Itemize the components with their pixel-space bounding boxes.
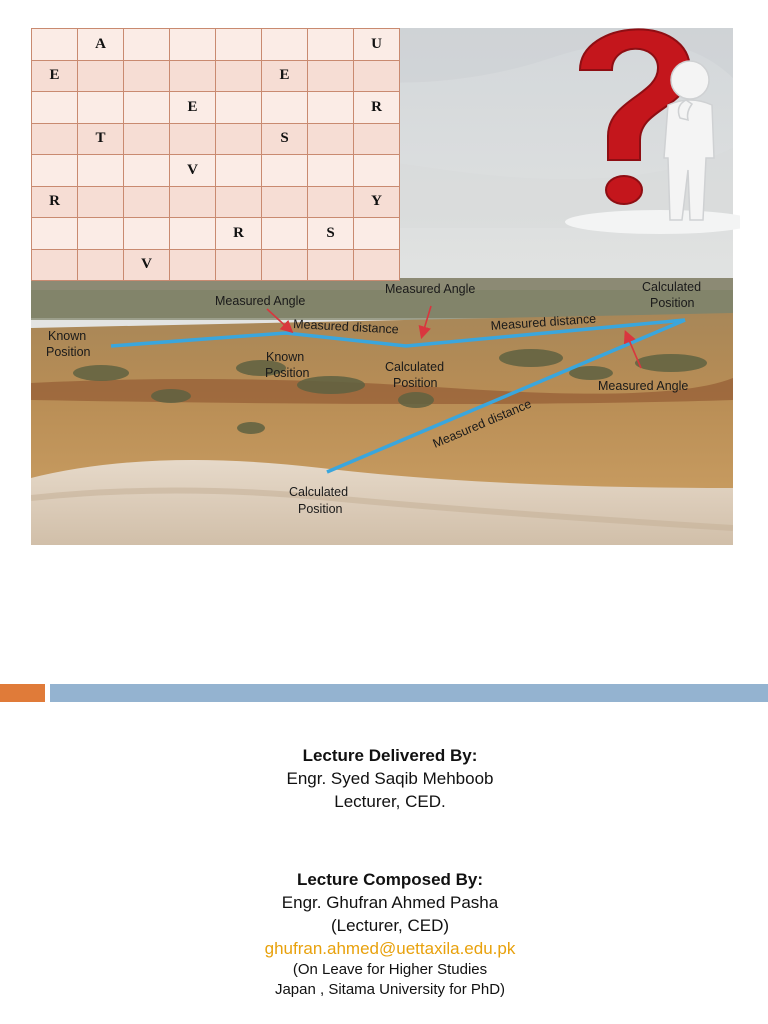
grid-cell [262, 92, 308, 124]
grid-row [32, 92, 400, 124]
angle-arrow-1 [267, 309, 291, 331]
email-link[interactable]: ghufran.ahmed@uettaxila.edu.pk [264, 939, 516, 958]
grid-row [32, 29, 400, 61]
grid-cell [124, 92, 170, 124]
grid-cell [216, 123, 262, 155]
grid-cell [262, 29, 308, 61]
grid-cell [124, 155, 170, 187]
composed-by-block [0, 868, 768, 1000]
label-measured-distance-3: Measured distance [430, 396, 534, 451]
grid-cell [354, 155, 400, 187]
grid-cell: Y [354, 186, 400, 218]
grid-cell [78, 186, 124, 218]
grid-cell: V [124, 249, 170, 281]
grid-cell [262, 155, 308, 187]
grid-cell [32, 155, 78, 187]
grid-cell [308, 29, 354, 61]
grid-row [32, 155, 400, 187]
delivered-title: Lecturer, CED. [334, 792, 446, 811]
grid-cell [170, 218, 216, 250]
grid-cell [262, 249, 308, 281]
grid-cell: T [78, 123, 124, 155]
grid-cell: R [354, 92, 400, 124]
delivered-by-block [0, 744, 768, 813]
grid-cell [216, 92, 262, 124]
composed-heading: Lecture Composed By: [296, 870, 484, 889]
figure-platform [565, 210, 740, 234]
grid-cell [262, 218, 308, 250]
grid-cell [170, 60, 216, 92]
label-calculated-position-2: Calculated Position [642, 280, 702, 310]
grid-cell: E [262, 60, 308, 92]
grid-row [32, 60, 400, 92]
grid-cell: U [354, 29, 400, 61]
grid-cell [124, 60, 170, 92]
grid-cell [354, 123, 400, 155]
grid-cell: R [32, 186, 78, 218]
label-known-position-2: Known Position [265, 350, 310, 380]
label-calculated-position-1: Calculated Position [385, 360, 445, 390]
grid-cell [78, 60, 124, 92]
grid-cell [216, 29, 262, 61]
grid-cell [170, 249, 216, 281]
grid-cell [308, 155, 354, 187]
grid-cell [78, 249, 124, 281]
label-measured-angle-2: Measured Angle [385, 282, 476, 296]
question-mark-dot [606, 176, 642, 204]
leave-line-1: (On Leave for Higher Studies [292, 961, 488, 978]
grid-cell [216, 249, 262, 281]
delivered-name: Engr. Syed Saqib Mehboob [286, 769, 494, 788]
grid-cell: V [170, 155, 216, 187]
leave-line-2: Japan , Sitama University for PhD) [274, 981, 506, 998]
label-measured-angle-3: Measured Angle [598, 379, 689, 393]
grid-cell [308, 123, 354, 155]
label-measured-distance-2: Measured distance [490, 311, 597, 333]
grid-cell [124, 123, 170, 155]
grid-cell [354, 218, 400, 250]
grid-cell [32, 218, 78, 250]
grid-cell [354, 249, 400, 281]
grid-cell [32, 92, 78, 124]
grid-cell [170, 29, 216, 61]
grid-row [32, 249, 400, 281]
angle-arrow-2 [422, 306, 431, 336]
thinking-figure-icon [664, 61, 714, 220]
grid-cell [170, 186, 216, 218]
grid-cell [78, 92, 124, 124]
question-mark-figure [540, 0, 740, 240]
grid-cell: S [262, 123, 308, 155]
label-calculated-position-3: Calculated Position [289, 485, 349, 516]
composed-name: Engr. Ghufran Ahmed Pasha [281, 893, 499, 912]
delivered-heading: Lecture Delivered By: [302, 746, 478, 765]
grid-cell [308, 249, 354, 281]
divider-bar-blue [50, 684, 768, 702]
grid-row [32, 186, 400, 218]
grid-cell [78, 218, 124, 250]
grid-cell: A [78, 29, 124, 61]
grid-cell [32, 249, 78, 281]
label-measured-angle-1: Measured Angle [215, 294, 306, 308]
composed-title: (Lecturer, CED) [330, 916, 450, 935]
grid-row [32, 218, 400, 250]
grid-cell [308, 92, 354, 124]
grid-cell: R [216, 218, 262, 250]
grid-cell [216, 186, 262, 218]
divider-accent-orange [0, 684, 45, 702]
grid-cell: E [170, 92, 216, 124]
grid-cell [124, 186, 170, 218]
grid-cell [216, 60, 262, 92]
grid-cell [124, 218, 170, 250]
grid-cell: S [308, 218, 354, 250]
grid-cell [78, 155, 124, 187]
grid-cell [124, 29, 170, 61]
grid-cell [308, 186, 354, 218]
grid-cell [32, 29, 78, 61]
grid-row [32, 123, 400, 155]
grid-cell [170, 123, 216, 155]
grid-cell [308, 60, 354, 92]
letter-grid-puzzle [31, 28, 400, 281]
label-measured-distance-1: Measured distance [292, 317, 400, 337]
grid-cell [262, 186, 308, 218]
grid-cell [216, 155, 262, 187]
grid-cell [32, 123, 78, 155]
grid-cell [354, 60, 400, 92]
grid-cell: E [32, 60, 78, 92]
label-known-position-1: Known Position [46, 329, 91, 359]
